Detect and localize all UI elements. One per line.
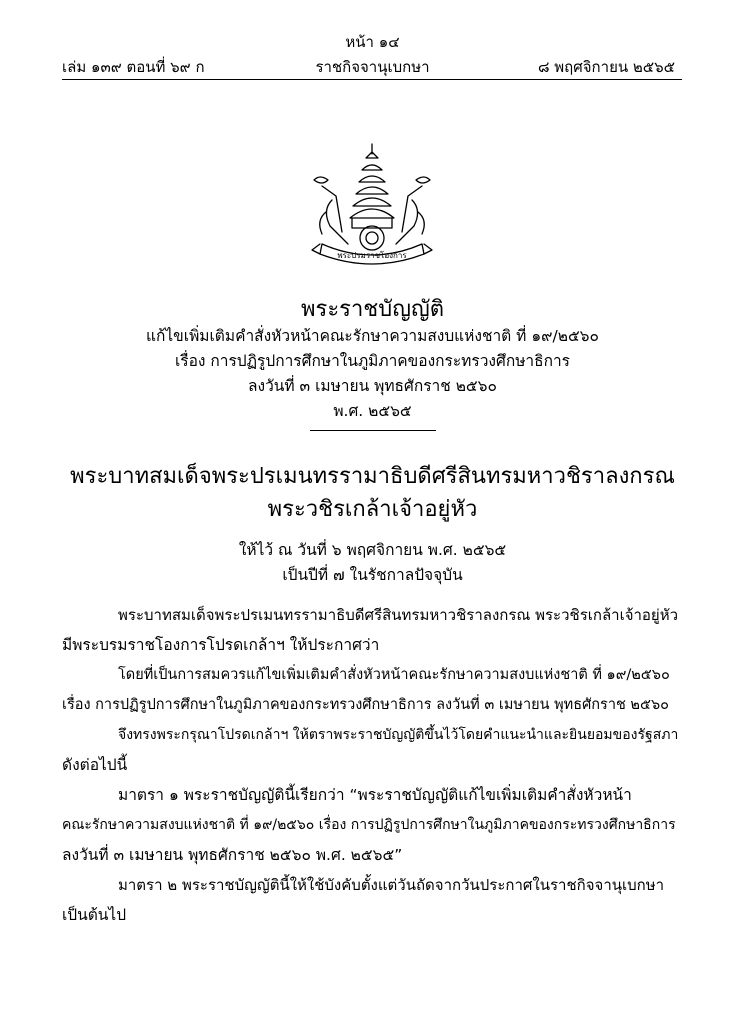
rationale-line-2: เรื่อง การปฏิรูปการศึกษาในภูมิภาคของกระทรวงศึกษาธิการ ลงวันที่ ๓ เมษายน พุทธศักราช ๒๕๖๐: [62, 697, 670, 713]
title-line-3: ลงวันที่ ๓ เมษายน พุทธศักราช ๒๕๖๐: [248, 377, 497, 395]
reign-year: เป็นปีที่ ๗ ในรัชกาลปัจจุบัน: [282, 566, 463, 584]
act-title: พระราชบัญญัติ: [301, 297, 444, 322]
section-2-line-2: เป็นต้นไป: [62, 906, 127, 924]
enactment-line-1: จึงทรงพระกรุณาโปรดเกล้าฯ ให้ตราพระราชบัญญัติขึ้นไว้โดยคำแนะนำและยินยอมของรัฐสภา: [118, 727, 679, 743]
act-body: [62, 600, 680, 930]
gazette-name: ราชกิจจานุเบกษา: [315, 58, 430, 76]
king-name-line-1: พระบาทสมเด็จพระปรเมนทรรามาธิบดีศรีสินทรมหาวชิราลงกรณ: [70, 464, 675, 489]
given-date-block: [0, 538, 745, 588]
volume-issue: เล่ม ๑๓๙ ตอนที่ ๖๙ ก: [62, 58, 205, 76]
title-rule: [310, 430, 436, 431]
preamble-line-1: พระบาทสมเด็จพระปรเมนทรรามาธิบดีศรีสินทรมหาวชิราลงกรณ พระวชิรเกล้าเจ้าอยู่หัว: [118, 606, 679, 624]
king-name-line-2: พระวชิรเกล้าเจ้าอยู่หัว: [267, 497, 478, 522]
emblem-banner-text: พระปรมราชโองการ: [337, 251, 407, 260]
page-number: หน้า ๑๔: [345, 33, 400, 51]
given-date: ให้ไว้ ณ วันที่ ๖ พฤศจิกายน พ.ศ. ๒๕๖๕: [238, 541, 507, 559]
publication-date: ๘ พฤศจิกายน ๒๕๖๕: [537, 58, 675, 76]
section-1-line-3: ลงวันที่ ๓ เมษายน พุทธศักราช ๒๕๖๐ พ.ศ. ๒๕๖๕”: [62, 846, 403, 864]
title-line-1: แก้ไขเพิ่มเติมคำสั่งหัวหน้าคณะรักษาความสงบแห่งชาติ ที่ ๑๙/๒๕๖๐: [146, 327, 599, 345]
title-year: พ.ศ. ๒๕๖๕: [333, 402, 412, 420]
act-title-block: [0, 296, 745, 431]
header-rule: [62, 79, 682, 80]
preamble-line-2: มีพระบรมราชโองการโปรดเกล้าฯ ให้ประกาศว่า: [62, 636, 380, 654]
rationale-line-1: โดยที่เป็นการสมควรแก้ไขเพิ่มเติมคำสั่งหัวหน้าคณะรักษาความสงบแห่งชาติ ที่ ๑๙/๒๕๖๐: [118, 667, 670, 683]
royal-emblem-icon: [292, 140, 452, 270]
section-2-line-1: มาตรา ๒ พระราชบัญญัตินี้ให้ใช้บังคับตั้งแต่วันถัดจากวันประกาศในราชกิจจานุเบกษา: [118, 876, 665, 894]
enactment-line-2: ดังต่อไปนี้: [62, 756, 128, 774]
section-1-line-2: คณะรักษาความสงบแห่งชาติ ที่ ๑๙/๒๕๖๐ เรื่อง การปฏิรูปการศึกษาในภูมิภาคของกระทรวงศึกษาธิการ: [62, 817, 676, 833]
section-1-line-1: มาตรา ๑ พระราชบัญญัตินี้เรียกว่า “พระราชบัญญัติแก้ไขเพิ่มเติมคำสั่งหัวหน้า: [118, 786, 632, 804]
king-name-block: [0, 460, 745, 526]
title-line-2: เรื่อง การปฏิรูปการศึกษาในภูมิภาคของกระทรวงศึกษาธิการ: [174, 352, 571, 370]
